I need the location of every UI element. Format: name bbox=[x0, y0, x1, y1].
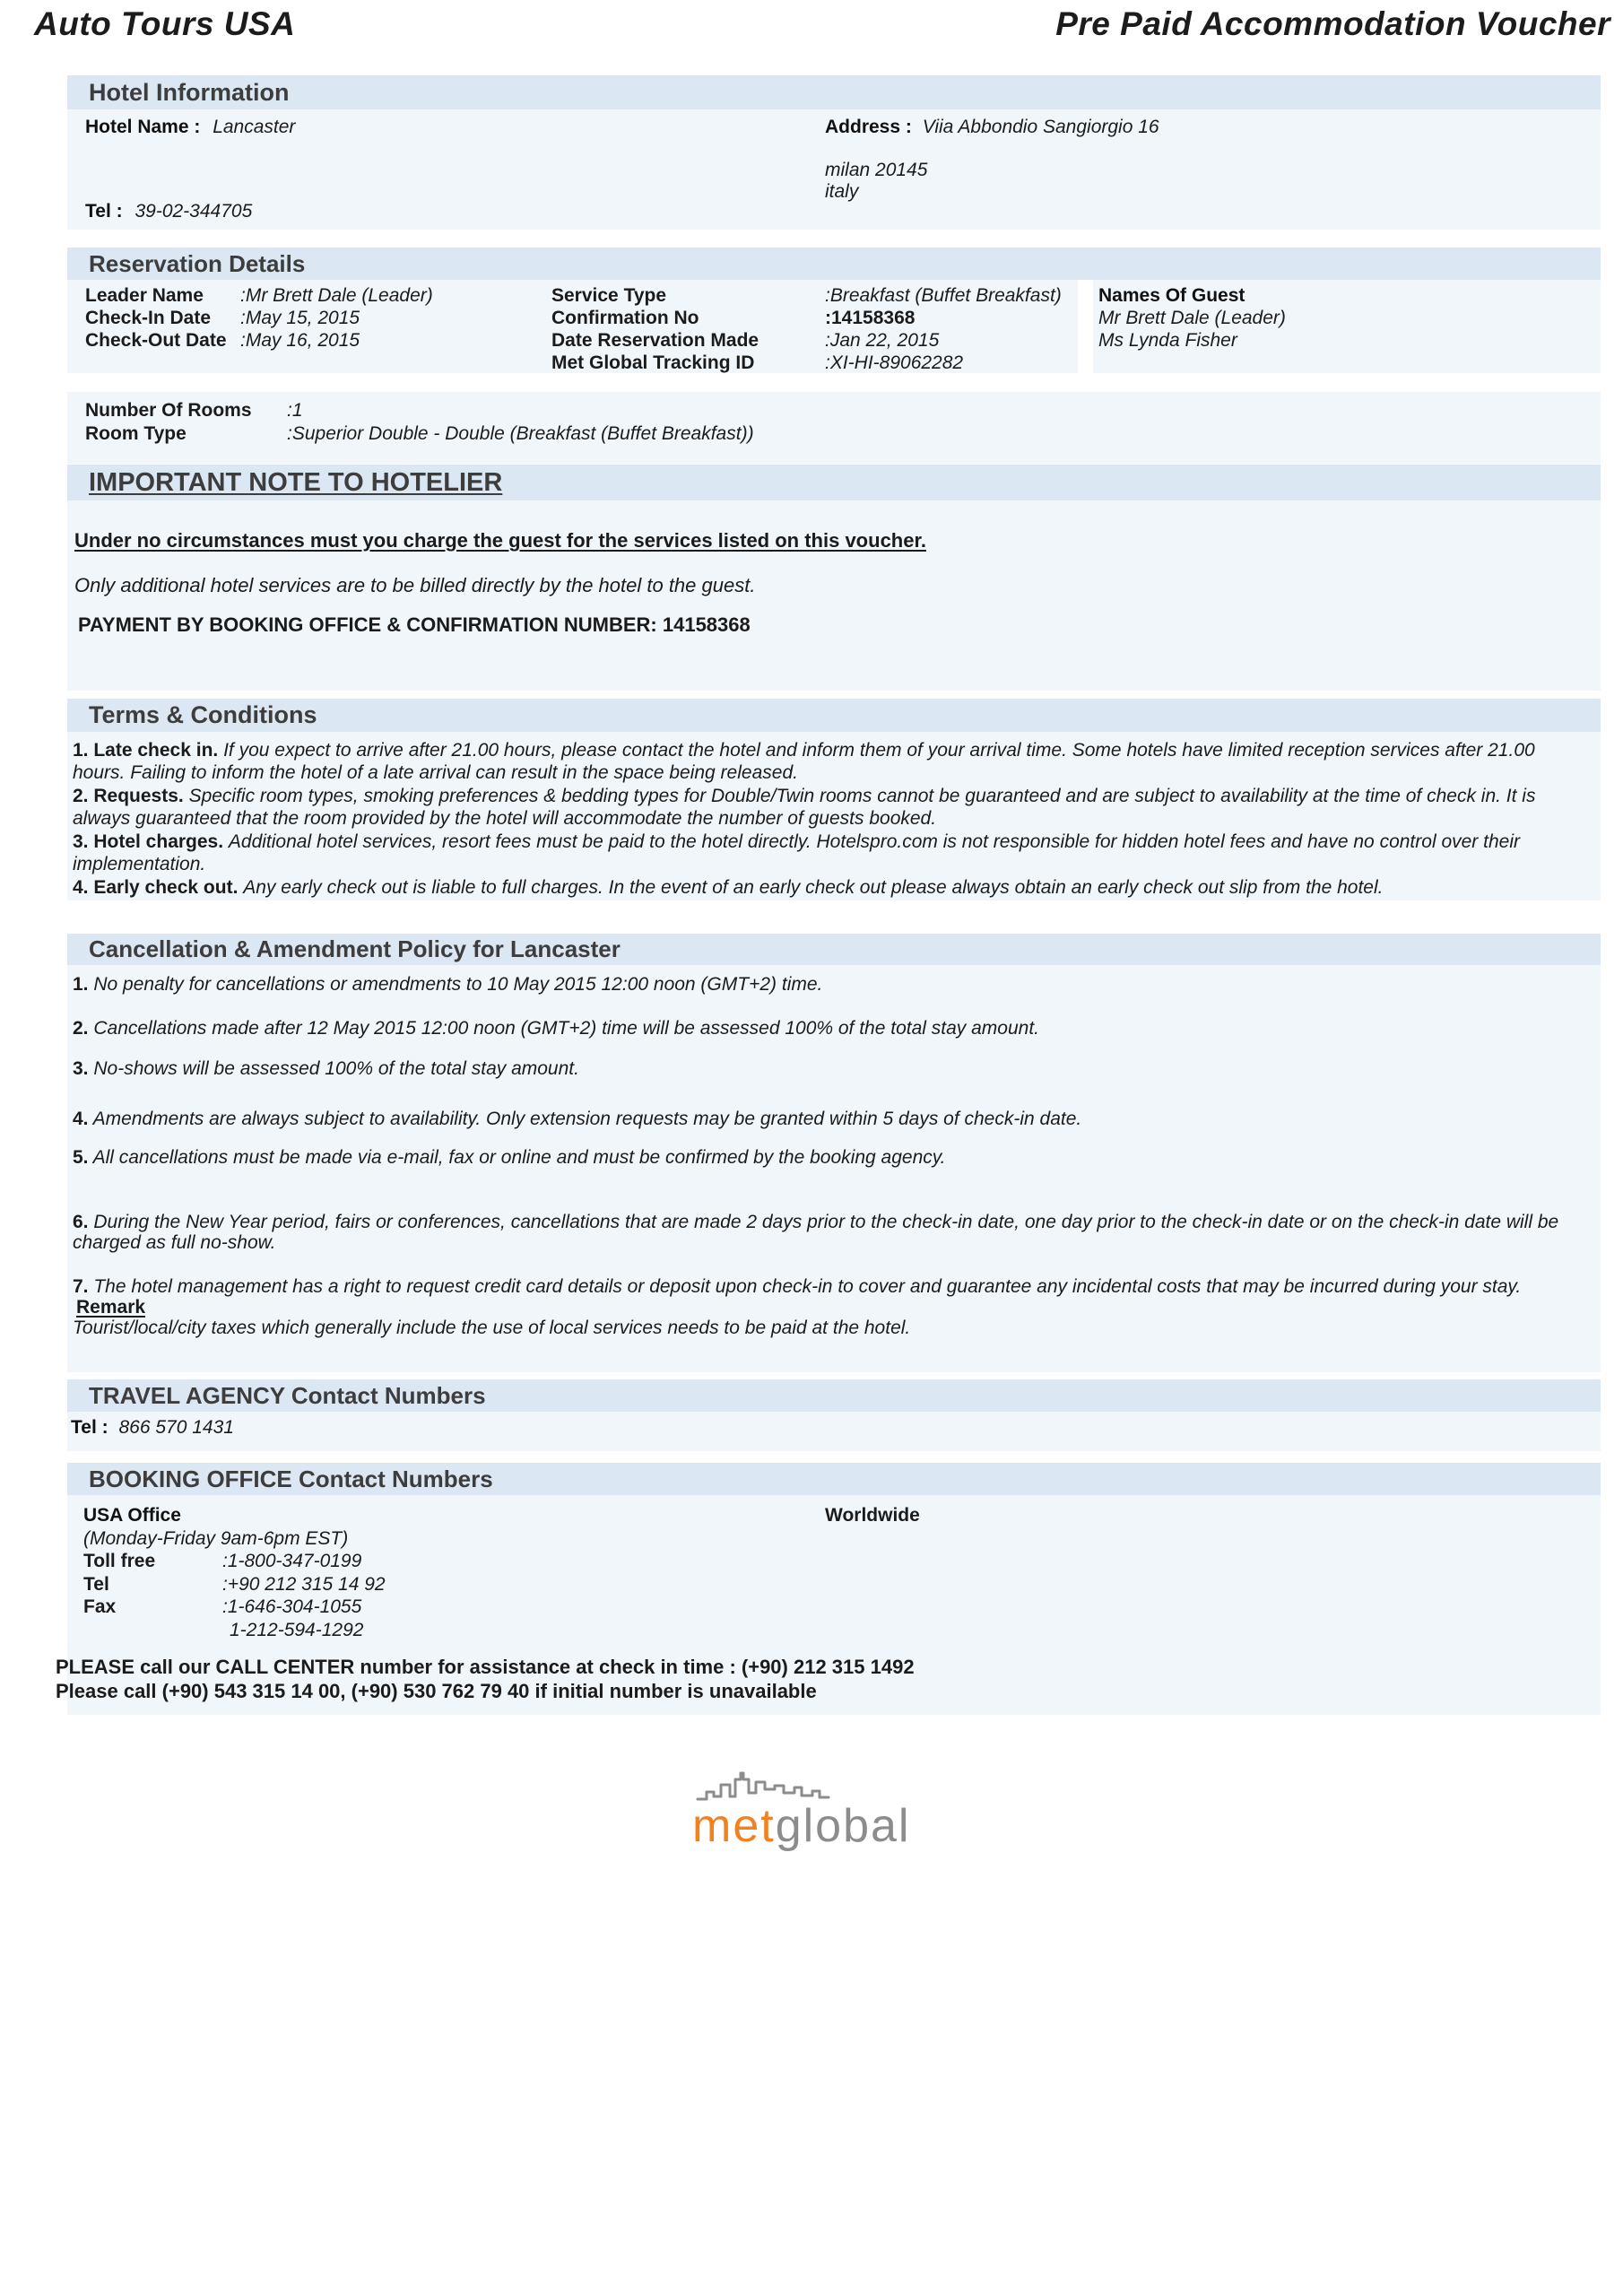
toll-free-value: :1-800-347-0199 bbox=[222, 1551, 362, 1571]
cancellation-item-text: No penalty for cancellations or amendments to 10 May 2015 12:00 noon (GMT+2) time. bbox=[88, 974, 823, 995]
number-of-rooms-row bbox=[67, 399, 1601, 422]
address-label: Address : bbox=[825, 117, 912, 137]
worldwide-label: Worldwide bbox=[825, 1505, 920, 1526]
hotel-name-label: Hotel Name : bbox=[85, 117, 201, 137]
cancellation-item-text: No-shows will be assessed 100% of the total stay amount. bbox=[88, 1058, 579, 1079]
terms-item-text: Additional hotel services, resort fees must be paid to the hotel directly. Hotelspro.com is not responsible for hidden hotel fees and have no control over their implementation. bbox=[73, 831, 1520, 874]
guests-column bbox=[1098, 284, 1286, 352]
check-in-value: :May 15, 2015 bbox=[240, 308, 360, 328]
call-center-note bbox=[56, 1655, 915, 1703]
terms-item-title: 1. Late check in. bbox=[73, 740, 219, 761]
travel-agency-tel-value: 866 570 1431 bbox=[118, 1417, 234, 1438]
date-reservation-made-row bbox=[551, 329, 1062, 352]
call-center-line-1: PLEASE call our CALL CENTER number for assistance at check in time : (+90) 212 315 1492 bbox=[56, 1656, 915, 1678]
service-type-row bbox=[551, 284, 1062, 307]
reservation-middle-column bbox=[551, 284, 1062, 374]
important-note-title: IMPORTANT NOTE TO HOTELIER bbox=[89, 467, 503, 497]
confirmation-no-label: Confirmation No bbox=[551, 308, 699, 328]
cancellation-item-number: 4. bbox=[73, 1109, 89, 1129]
hotel-information-section bbox=[67, 75, 1601, 230]
terms-header bbox=[67, 699, 1601, 732]
travel-agency-tel-label: Tel : bbox=[71, 1417, 108, 1438]
number-of-rooms-value: :1 bbox=[287, 400, 303, 421]
cancellation-item-text: During the New Year period, fairs or conferences, cancellations that are made 2 days prior to the check-in date, one day prior to the check-in date or on the check-in date will be charged as full no-show. bbox=[73, 1212, 1559, 1253]
hotel-tel-row bbox=[85, 201, 252, 222]
guest-name: Mr Brett Dale (Leader) bbox=[1098, 308, 1286, 328]
hotel-tel-value: 39-02-344705 bbox=[135, 201, 253, 222]
cancellation-policy-section bbox=[67, 934, 1601, 1372]
reservation-details-header bbox=[67, 248, 1601, 280]
cancellation-item bbox=[73, 1212, 1586, 1253]
hotel-information-title: Hotel Information bbox=[89, 78, 290, 106]
hotel-information-header bbox=[67, 75, 1601, 109]
booking-office-title: BOOKING OFFICE Contact Numbers bbox=[89, 1465, 493, 1492]
document-title: Pre Paid Accommodation Voucher bbox=[1055, 5, 1610, 42]
terms-item-title: 3. Hotel charges. bbox=[73, 831, 224, 852]
column-divider bbox=[1078, 280, 1093, 373]
rooms-body bbox=[67, 392, 1601, 464]
travel-agency-header bbox=[67, 1379, 1601, 1412]
terms-item-text: If you expect to arrive after 21.00 hours, please contact the hotel and inform them of your arrival time. Some hotels have limited reception services after 21.00 hours. Failing to inform the hotel of a late arrival can result in the space being released. bbox=[73, 740, 1535, 783]
hotel-name-row bbox=[85, 117, 295, 138]
leader-name-row bbox=[85, 284, 433, 307]
fax-row bbox=[83, 1596, 1601, 1619]
room-type-value: :Superior Double - Double (Breakfast (Buffet Breakfast)) bbox=[287, 423, 754, 444]
metglobal-logo bbox=[692, 1769, 988, 1853]
remark-text: Tourist/local/city taxes which generally include the use of local services needs to be paid at the hotel. bbox=[73, 1318, 911, 1338]
travel-agency-body bbox=[67, 1412, 1601, 1451]
fax-value-2: 1-212-594-1292 bbox=[230, 1619, 364, 1640]
service-type-label: Service Type bbox=[551, 285, 667, 306]
cancellation-item-number: 3. bbox=[73, 1058, 89, 1079]
travel-agency-section bbox=[67, 1379, 1601, 1451]
room-type-label: Room Type bbox=[85, 423, 187, 444]
hotel-address-block bbox=[825, 117, 1159, 203]
cancellation-item-number: 5. bbox=[73, 1147, 89, 1168]
booking-office-header bbox=[67, 1463, 1601, 1495]
tracking-id-label: Met Global Tracking ID bbox=[551, 352, 755, 373]
call-center-line-2: Please call (+90) 543 315 14 00, (+90) 530 762 79 40 if initial number is unavailable bbox=[56, 1680, 817, 1702]
service-type-value: :Breakfast (Buffet Breakfast) bbox=[825, 285, 1062, 306]
cancellation-item-number: 2. bbox=[73, 1018, 89, 1039]
hotel-name-value: Lancaster bbox=[213, 117, 296, 137]
confirmation-no-value: :14158368 bbox=[825, 308, 916, 328]
cancellation-item bbox=[73, 974, 1586, 995]
agency-title: Auto Tours USA bbox=[34, 5, 296, 42]
important-note-header bbox=[67, 465, 1601, 500]
reservation-details-section bbox=[67, 248, 1601, 373]
cancellation-item-number: 6. bbox=[73, 1212, 89, 1232]
confirmation-no-row bbox=[551, 307, 1062, 329]
office-hours: (Monday-Friday 9am-6pm EST) bbox=[83, 1527, 349, 1549]
cancellation-item bbox=[73, 1276, 1586, 1297]
address-value: Viia Abbondio Sangiorgio 16 bbox=[922, 117, 1159, 137]
important-note-body bbox=[67, 500, 1601, 691]
number-of-rooms-label: Number Of Rooms bbox=[85, 400, 252, 421]
cancellation-item-number: 7. bbox=[73, 1276, 89, 1297]
cancellation-item-text: Amendments are always subject to availability. Only extension requests may be granted within 5 days of check-in date. bbox=[88, 1109, 1082, 1129]
tel-label: Tel bbox=[83, 1573, 109, 1595]
address-line-1 bbox=[825, 117, 1159, 138]
important-note-section bbox=[67, 465, 1601, 691]
tel-value: :+90 212 315 14 92 bbox=[222, 1573, 386, 1595]
fax-label: Fax bbox=[83, 1596, 117, 1617]
reservation-left-column bbox=[85, 284, 433, 352]
address-line-3: italy bbox=[825, 181, 859, 202]
payment-confirmation-note: PAYMENT BY BOOKING OFFICE & CONFIRMATION NUMBER: 14158368 bbox=[78, 613, 751, 636]
toll-free-label: Toll free bbox=[83, 1551, 156, 1571]
terms-item-text: Specific room types, smoking preferences & bedding types for Double/Twin rooms cannot be guaranteed and are subject to availability at the time of check in. It is always guaranteed that the room provided by the hotel will accommodate the number of guests booked. bbox=[73, 786, 1536, 829]
no-charge-warning: Under no circumstances must you charge the guest for the services listed on this voucher. bbox=[74, 529, 926, 552]
logo-global-text: global bbox=[775, 1800, 911, 1852]
hotel-tel-label: Tel : bbox=[85, 201, 123, 222]
terms-item-late-check-in bbox=[73, 739, 1588, 784]
cancellation-item bbox=[73, 1109, 1586, 1129]
additional-services-note: Only additional hotel services are to be billed directly by the hotel to the guest. bbox=[74, 574, 756, 596]
logo-met-text: met bbox=[692, 1800, 776, 1852]
fax-value: :1-646-304-1055 bbox=[222, 1596, 362, 1617]
cancellation-item-text: Cancellations made after 12 May 2015 12:00 noon (GMT+2) time will be assessed 100% of the total stay amount. bbox=[88, 1018, 1040, 1039]
terms-item-early-check-out bbox=[73, 876, 1588, 899]
terms-item-requests bbox=[73, 785, 1588, 830]
reservation-details-title: Reservation Details bbox=[89, 249, 306, 277]
cancellation-policy-body bbox=[67, 965, 1601, 1372]
tel-row bbox=[83, 1573, 1601, 1596]
tracking-id-value: :XI-HI-89062282 bbox=[825, 352, 964, 373]
room-type-row bbox=[67, 422, 1601, 446]
cancellation-policy-title: Cancellation & Amendment Policy for Lancaster bbox=[89, 935, 621, 962]
terms-body bbox=[67, 732, 1601, 900]
logo-wordmark bbox=[692, 1799, 988, 1853]
travel-agency-title: TRAVEL AGENCY Contact Numbers bbox=[89, 1381, 486, 1409]
terms-title: Terms & Conditions bbox=[89, 701, 317, 728]
toll-free-row bbox=[83, 1550, 1601, 1573]
fax-row-2 bbox=[83, 1619, 1601, 1642]
skyline-icon bbox=[696, 1769, 830, 1803]
cancellation-item bbox=[73, 1058, 1586, 1079]
check-in-row bbox=[85, 307, 433, 329]
leader-name-value: :Mr Brett Dale (Leader) bbox=[240, 285, 433, 306]
check-out-label: Check-Out Date bbox=[85, 330, 227, 351]
check-out-value: :May 16, 2015 bbox=[240, 330, 360, 351]
cancellation-item-number: 1. bbox=[73, 974, 89, 995]
leader-name-label: Leader Name bbox=[85, 285, 204, 306]
guests-header: Names Of Guest bbox=[1098, 285, 1245, 306]
hotel-information-body bbox=[67, 109, 1601, 230]
remark-label: Remark bbox=[76, 1297, 146, 1318]
rooms-section bbox=[67, 392, 1601, 464]
cancellation-item-text: The hotel management has a right to request credit card details or deposit upon check-in to cover and guarantee any incidental costs that may be incurred during your stay. bbox=[88, 1276, 1522, 1297]
tracking-id-row bbox=[551, 352, 1062, 374]
header-bar bbox=[34, 5, 1610, 43]
terms-section bbox=[67, 699, 1601, 900]
usa-office-label: USA Office bbox=[83, 1505, 181, 1526]
date-reservation-made-label: Date Reservation Made bbox=[551, 330, 759, 351]
terms-item-title: 4. Early check out. bbox=[73, 877, 239, 898]
address-line-2: milan 20145 bbox=[825, 160, 928, 180]
terms-item-title: 2. Requests. bbox=[73, 786, 184, 806]
cancellation-item bbox=[73, 1147, 1586, 1168]
check-in-label: Check-In Date bbox=[85, 308, 212, 328]
reservation-details-body bbox=[67, 280, 1601, 373]
check-out-row bbox=[85, 329, 433, 352]
terms-item-hotel-charges bbox=[73, 831, 1588, 875]
terms-item-text: Any early check out is liable to full charges. In the event of an early check out please always obtain an early check out slip from the hotel. bbox=[243, 877, 1384, 898]
cancellation-policy-header bbox=[67, 934, 1601, 965]
date-reservation-made-value: :Jan 22, 2015 bbox=[825, 330, 940, 351]
cancellation-item-text: All cancellations must be made via e-mail, fax or online and must be confirmed by the booking agency. bbox=[88, 1147, 946, 1168]
cancellation-item bbox=[73, 1018, 1586, 1039]
guest-name: Ms Lynda Fisher bbox=[1098, 330, 1237, 351]
